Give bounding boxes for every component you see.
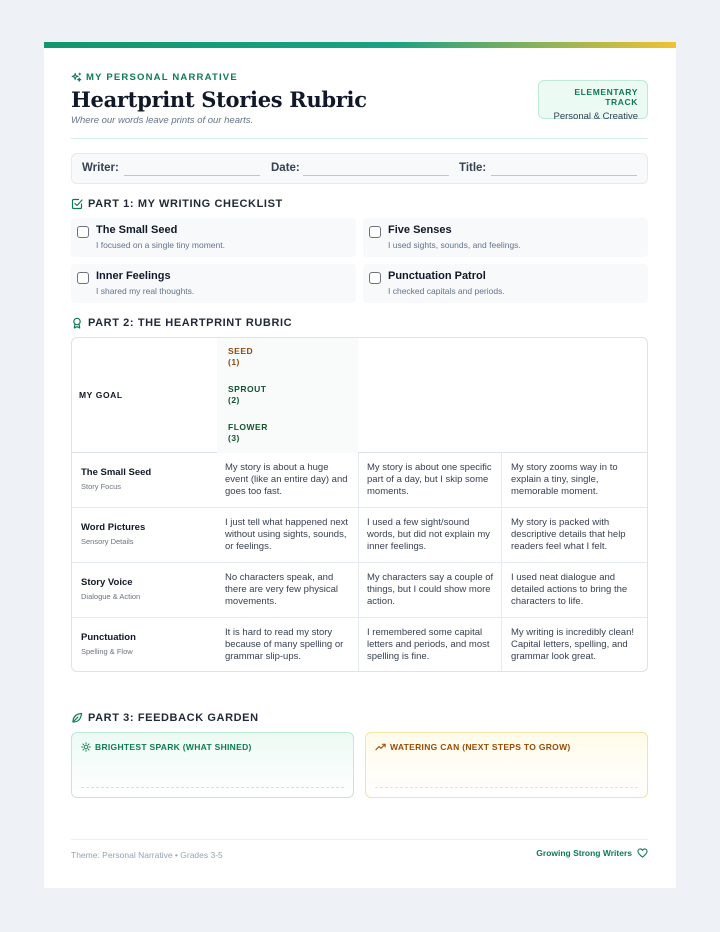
checklist-desc: I shared my real thoughts. [96, 286, 195, 296]
checkbox[interactable] [77, 226, 89, 238]
eyebrow-text: MY PERSONAL NARRATIVE [86, 72, 238, 83]
writer-label: Writer: [82, 162, 119, 174]
checklist-item[interactable] [363, 218, 648, 257]
water-writing-line [375, 787, 638, 788]
column-divider [501, 453, 502, 508]
part3-heading-text: PART 3: FEEDBACK GARDEN [88, 712, 259, 724]
criterion [81, 467, 151, 491]
award-ribbon-icon [71, 317, 83, 329]
criterion-sub: Story Focus [81, 482, 122, 491]
watering-can-box[interactable] [365, 732, 648, 798]
checklist-title: Inner Feelings [96, 270, 171, 282]
title-field[interactable] [491, 175, 637, 176]
column-divider [501, 563, 502, 618]
levels-header [217, 338, 358, 453]
footer-tagline: Growing Strong Writers [536, 848, 648, 858]
part2-heading [71, 317, 292, 329]
gradient-top-bar [44, 42, 676, 48]
checkbox[interactable] [77, 272, 89, 284]
checklist-item[interactable] [71, 264, 356, 303]
page-subtitle: Where our words leave prints of our hearts. [71, 115, 254, 126]
leaf-pencil-icon [71, 712, 83, 724]
checklist-desc: I checked capitals and periods. [388, 286, 505, 296]
brightest-spark-box[interactable] [71, 732, 354, 798]
criterion-name: Punctuation [81, 632, 136, 643]
rubric-cell: I used a few sight/sound words, but did not explain my inner feelings. [367, 517, 491, 552]
column-divider [501, 508, 502, 563]
column-divider [358, 563, 359, 618]
column-divider [358, 618, 359, 672]
column-divider [358, 453, 359, 508]
footer-divider [71, 839, 648, 840]
checkbox[interactable] [369, 226, 381, 238]
level-seed: SEED (1) [228, 346, 254, 367]
column-divider [358, 508, 359, 563]
rubric-cell: My story is about one specific part of a day, but I skip some moments. [367, 462, 492, 497]
info-bar [71, 153, 648, 184]
page-title: Heartprint Stories Rubric [71, 87, 367, 112]
part1-heading-text: PART 1: MY WRITING CHECKLIST [88, 198, 283, 210]
heart-icon [637, 848, 648, 858]
rubric-cell: I remembered some capital letters and periods, and most spelling is fine. [367, 627, 490, 662]
header-divider [71, 138, 648, 139]
track-sub: Personal & Creative [553, 111, 638, 122]
rubric-cell: My story zooms way in to explain a tiny, single, memorable moment. [511, 462, 618, 497]
checklist-title: The Small Seed [96, 224, 178, 236]
rubric-cell: I used neat dialogue and detailed actions to bring the characters to life. [511, 572, 628, 607]
date-label: Date: [271, 162, 300, 174]
criterion-name: Word Pictures [81, 522, 146, 533]
rubric-cell: No characters speak, and there are very few physical movements. [225, 572, 338, 607]
criterion [81, 522, 145, 546]
goal-header: MY GOAL [79, 390, 123, 400]
footer-theme: Theme: Personal Narrative • Grades 3-5 [71, 850, 223, 860]
rubric-cell: My writing is incredibly clean! Capital letters, spelling, and grammar look great. [511, 627, 635, 662]
title-label: Title: [459, 162, 487, 174]
criterion [81, 577, 140, 601]
rubric-page [44, 42, 676, 888]
level-sprout: SPROUT (2) [228, 384, 267, 405]
writer-field[interactable] [124, 175, 260, 176]
criterion-sub: Spelling & Flow [81, 647, 133, 656]
rubric-row [72, 453, 647, 508]
criterion-sub: Sensory Details [81, 537, 134, 546]
rubric-cell: I just tell what happened next without using sights, sounds, or feelings. [225, 517, 349, 552]
rubric-row [72, 563, 647, 618]
eyebrow-label [71, 72, 238, 83]
checklist-desc: I focused on a single tiny moment. [96, 240, 225, 250]
column-divider [501, 618, 502, 672]
part1-heading [71, 198, 283, 210]
checklist-desc: I used sights, sounds, and feelings. [388, 240, 521, 250]
rubric-row [72, 618, 647, 672]
track-badge [538, 80, 648, 122]
checklist-item[interactable] [363, 264, 648, 303]
part3-heading [71, 712, 259, 724]
rubric-cell: My story is about a huge event (like an entire day) and goes too fast. [225, 462, 348, 497]
checklist-title: Five Senses [388, 224, 452, 236]
date-field[interactable] [303, 175, 449, 176]
criterion-name: Story Voice [81, 577, 133, 588]
rubric-table [71, 337, 648, 672]
checklist-item[interactable] [71, 218, 356, 257]
level-flower: FLOWER (3) [228, 422, 268, 443]
criterion [81, 632, 136, 656]
rubric-row [72, 508, 647, 563]
rubric-cell: It is hard to read my story because of many spelling or grammar slip-ups. [225, 627, 344, 662]
sun-icon [81, 742, 91, 752]
spark-title: BRIGHTEST SPARK (WHAT SHINED) [81, 742, 252, 752]
part2-heading-text: PART 2: THE HEARTPRINT RUBRIC [88, 317, 293, 329]
criterion-name: The Small Seed [81, 467, 152, 478]
track-label: ELEMENTARY TRACK [574, 87, 638, 107]
checkbox[interactable] [369, 272, 381, 284]
rubric-cell: My characters say a couple of things, but I could show more action. [367, 572, 494, 607]
spark-writing-line [81, 787, 344, 788]
rubric-header [72, 338, 647, 453]
water-title: WATERING CAN (NEXT STEPS TO GROW) [375, 742, 571, 752]
sparkles-icon [71, 72, 82, 83]
checklist-title: Punctuation Patrol [388, 270, 486, 282]
criterion-sub: Dialogue & Action [81, 592, 141, 601]
checkbox-checked-icon [71, 198, 83, 210]
rubric-cell: My story is packed with descriptive details that help readers feel what I felt. [511, 517, 626, 552]
trending-up-icon [375, 742, 386, 752]
